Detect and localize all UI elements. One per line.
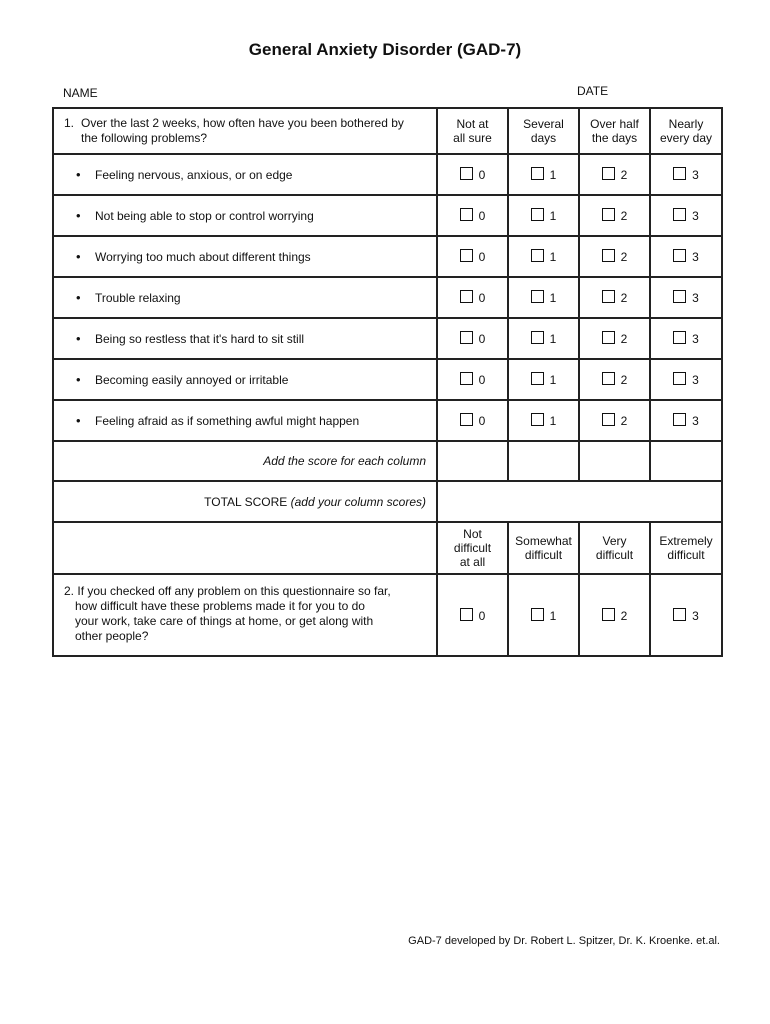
option-value: 3 — [692, 250, 699, 264]
checkbox-icon[interactable] — [531, 331, 544, 344]
option-value: 3 — [692, 168, 699, 182]
q1-item-label — [53, 154, 437, 195]
q1-col-header-1 — [508, 108, 579, 154]
q1-item-label — [53, 195, 437, 236]
q1-item-0-option-1[interactable] — [508, 154, 579, 195]
column-score-0[interactable] — [437, 441, 508, 481]
q1-item-text: Trouble relaxing — [95, 291, 181, 305]
q1-item-4-option-2[interactable] — [579, 318, 650, 359]
checkbox-icon[interactable] — [673, 249, 686, 262]
q1-item-1-option-1[interactable] — [508, 195, 579, 236]
q2-option-2-value: 2 — [620, 608, 628, 623]
q1-col-header-3 — [650, 108, 722, 154]
checkbox-icon[interactable] — [460, 290, 473, 303]
q2-line-3: other people? — [75, 629, 149, 643]
q1-item-row — [53, 318, 722, 359]
q1-item-5-option-1[interactable] — [508, 359, 579, 400]
date-label: DATE — [577, 84, 609, 98]
q1-item-text: Worrying too much about different things — [95, 250, 311, 264]
q2-line-1: how difficult have these problems made it for you to do — [75, 599, 365, 613]
q1-item-5-option-3[interactable] — [650, 359, 722, 400]
q1-question — [53, 108, 437, 154]
q2-option-3-value: 3 — [692, 608, 699, 623]
column-score-2[interactable] — [579, 441, 650, 481]
option-value: 1 — [549, 332, 557, 346]
form-title: General Anxiety Disorder (GAD-7) — [248, 40, 522, 59]
option-value: 3 — [692, 414, 699, 428]
q1-item-6-option-2[interactable] — [579, 400, 650, 441]
q1-item-5-option-2[interactable] — [579, 359, 650, 400]
column-score-3[interactable] — [650, 441, 722, 481]
q1-item-2-option-2[interactable] — [579, 236, 650, 277]
q1-col-header-1-l1: Several — [523, 117, 564, 131]
q2-col-header-0-l2: difficult — [453, 541, 492, 555]
checkbox-icon[interactable] — [531, 372, 544, 385]
q1-col-header-1-l2: days — [530, 131, 557, 145]
option-value: 2 — [620, 414, 628, 428]
checkbox-icon[interactable] — [460, 249, 473, 262]
total-score-field[interactable] — [437, 481, 722, 522]
q2-option-0-value: 0 — [478, 608, 486, 623]
q2-option-2[interactable] — [579, 574, 650, 656]
q1-col-header-2-l1: Over half — [590, 117, 639, 131]
q2-col-header-1-l3: difficult — [524, 548, 563, 562]
q2-number: 2. — [64, 584, 75, 598]
checkbox-icon[interactable] — [602, 413, 615, 426]
checkbox-icon[interactable] — [673, 290, 686, 303]
total-label-text: TOTAL SCORE — [204, 494, 288, 509]
q1-item-3-option-1[interactable] — [508, 277, 579, 318]
q2-col-header-3-l2: Extremely — [659, 534, 713, 548]
bullet-icon: • — [76, 167, 81, 182]
option-value: 0 — [478, 250, 486, 264]
q1-item-4-option-0[interactable] — [437, 318, 508, 359]
bullet-icon: • — [76, 290, 81, 305]
checkbox-icon[interactable] — [460, 372, 473, 385]
q1-item-4-option-3[interactable] — [650, 318, 722, 359]
q1-line1: Over the last 2 weeks, how often have you been bothered by — [81, 116, 404, 130]
checkbox-icon[interactable] — [531, 608, 544, 621]
option-value: 2 — [620, 373, 628, 387]
checkbox-icon[interactable] — [602, 208, 615, 221]
option-value: 0 — [478, 168, 486, 182]
footer-credit: GAD-7 developed by Dr. Robert L. Spitzer, Dr. K. Kroenke. et.al. — [408, 935, 720, 947]
bullet-icon: • — [76, 331, 81, 346]
q1-col-header-2 — [579, 108, 650, 154]
q1-line2: the following problems? — [81, 131, 208, 145]
q2-option-3[interactable] — [650, 574, 722, 656]
q1-item-row — [53, 277, 722, 318]
q1-item-6-option-0[interactable] — [437, 400, 508, 441]
total-note-text: (add your column scores) — [290, 494, 426, 509]
q1-item-text: Feeling nervous, anxious, or on edge — [95, 168, 293, 182]
option-value: 3 — [692, 209, 699, 223]
q1-item-4-option-1[interactable] — [508, 318, 579, 359]
q1-item-5-option-0[interactable] — [437, 359, 508, 400]
checkbox-icon[interactable] — [460, 208, 473, 221]
checkbox-icon[interactable] — [531, 208, 544, 221]
checkbox-icon[interactable] — [460, 608, 473, 621]
q1-item-0-option-2[interactable] — [579, 154, 650, 195]
q1-item-row — [53, 359, 722, 400]
q2-question — [53, 574, 437, 656]
q1-col-header-3-l1: Nearly — [668, 117, 704, 131]
q1-item-label — [53, 236, 437, 277]
q2-col-header-2-l2: Very — [602, 534, 627, 548]
q2-header-row — [53, 522, 722, 574]
option-value: 1 — [549, 209, 557, 223]
q1-number: 1. — [64, 116, 75, 130]
q1-item-label — [53, 400, 437, 441]
option-value: 3 — [692, 332, 699, 346]
q1-item-label — [53, 277, 437, 318]
q1-item-text: Not being able to stop or control worrying — [95, 209, 314, 223]
checkbox-icon[interactable] — [602, 372, 615, 385]
option-value: 1 — [549, 373, 557, 387]
q1-item-row — [53, 154, 722, 195]
q2-col-header-2 — [579, 522, 650, 574]
q1-item-2-option-3[interactable] — [650, 236, 722, 277]
checkbox-icon[interactable] — [531, 290, 544, 303]
checkbox-icon[interactable] — [460, 413, 473, 426]
option-value: 0 — [478, 332, 486, 346]
q2-line-2: your work, take care of things at home, or get along with — [75, 614, 374, 628]
checkbox-icon[interactable] — [602, 608, 615, 621]
q1-item-2-option-1[interactable] — [508, 236, 579, 277]
q1-item-text: Becoming easily annoyed or irritable — [95, 373, 289, 387]
q2-col-header-2-l3: difficult — [595, 548, 634, 562]
option-value: 2 — [620, 332, 628, 346]
q1-item-0-option-0[interactable] — [437, 154, 508, 195]
q1-item-row — [53, 400, 722, 441]
bullet-icon: • — [76, 249, 81, 264]
q1-item-1-option-2[interactable] — [579, 195, 650, 236]
option-value: 1 — [549, 291, 557, 305]
q2-header-blank — [53, 522, 437, 574]
q2-line-0-text: If you checked off any problem on this questionnaire so far, — [77, 584, 391, 598]
option-value: 2 — [620, 250, 628, 264]
checkbox-icon[interactable] — [673, 608, 686, 621]
q2-col-header-1-l2: Somewhat — [515, 534, 572, 548]
option-value: 3 — [692, 291, 699, 305]
gad7-table — [52, 107, 723, 657]
q1-item-2-option-0[interactable] — [437, 236, 508, 277]
q2-line-0 — [64, 584, 428, 599]
checkbox-icon[interactable] — [673, 331, 686, 344]
bullet-icon: • — [76, 413, 81, 428]
q1-item-0-option-3[interactable] — [650, 154, 722, 195]
q1-item-3-option-0[interactable] — [437, 277, 508, 318]
checkbox-icon[interactable] — [531, 413, 544, 426]
q2-option-1-value: 1 — [549, 608, 557, 623]
q1-item-3-option-2[interactable] — [579, 277, 650, 318]
option-value: 1 — [549, 414, 557, 428]
checkbox-icon[interactable] — [602, 167, 615, 180]
q1-item-row — [53, 236, 722, 277]
add-score-label: Add the score for each column — [53, 441, 437, 481]
option-value: 1 — [549, 168, 557, 182]
q1-col-header-3-l2: every day — [659, 131, 713, 145]
q1-item-3-option-3[interactable] — [650, 277, 722, 318]
q1-col-header-0-l1: Not at — [456, 117, 489, 131]
bullet-icon: • — [76, 372, 81, 387]
checkbox-icon[interactable] — [673, 208, 686, 221]
checkbox-icon[interactable] — [673, 167, 686, 180]
checkbox-icon[interactable] — [531, 249, 544, 262]
checkbox-icon[interactable] — [460, 331, 473, 344]
q1-item-1-option-3[interactable] — [650, 195, 722, 236]
option-value: 0 — [478, 414, 486, 428]
q2-col-header-0-l3: at all — [459, 555, 486, 569]
q1-item-label — [53, 359, 437, 400]
option-value: 0 — [478, 291, 486, 305]
option-value: 3 — [692, 373, 699, 387]
q1-item-row — [53, 195, 722, 236]
q2-option-1[interactable] — [508, 574, 579, 656]
q2-col-header-0-l1: Not — [463, 527, 482, 541]
q1-item-text: Feeling afraid as if something awful might happen — [95, 414, 360, 428]
q2-row — [53, 574, 722, 656]
checkbox-icon[interactable] — [673, 413, 686, 426]
checkbox-icon[interactable] — [602, 290, 615, 303]
q1-col-header-0-l2: all sure — [453, 131, 492, 145]
q2-col-header-1 — [508, 522, 579, 574]
q1-item-text: Being so restless that it's hard to sit still — [95, 332, 305, 346]
q1-item-1-option-0[interactable] — [437, 195, 508, 236]
total-score-label — [53, 481, 437, 522]
option-value: 2 — [620, 168, 628, 182]
q1-col-header-2-l2: the days — [591, 131, 638, 145]
q1-item-label — [53, 318, 437, 359]
checkbox-icon[interactable] — [602, 249, 615, 262]
bullet-icon: • — [76, 208, 81, 223]
column-score-1[interactable] — [508, 441, 579, 481]
option-value: 0 — [478, 373, 486, 387]
q2-option-0[interactable] — [437, 574, 508, 656]
q1-col-header-0 — [437, 108, 508, 154]
q1-item-6-option-1[interactable] — [508, 400, 579, 441]
option-value: 0 — [478, 209, 486, 223]
option-value: 2 — [620, 209, 628, 223]
name-label: NAME — [63, 86, 98, 100]
add-score-row — [53, 441, 722, 481]
option-value: 2 — [620, 291, 628, 305]
q2-col-header-0 — [437, 522, 508, 574]
q2-col-header-3 — [650, 522, 722, 574]
checkbox-icon[interactable] — [602, 331, 615, 344]
checkbox-icon[interactable] — [673, 372, 686, 385]
checkbox-icon[interactable] — [460, 167, 473, 180]
total-score-row — [53, 481, 722, 522]
checkbox-icon[interactable] — [531, 167, 544, 180]
q1-header-row — [53, 108, 722, 154]
q2-col-header-3-l3: difficult — [667, 548, 705, 562]
option-value: 1 — [549, 250, 557, 264]
q1-item-6-option-3[interactable] — [650, 400, 722, 441]
